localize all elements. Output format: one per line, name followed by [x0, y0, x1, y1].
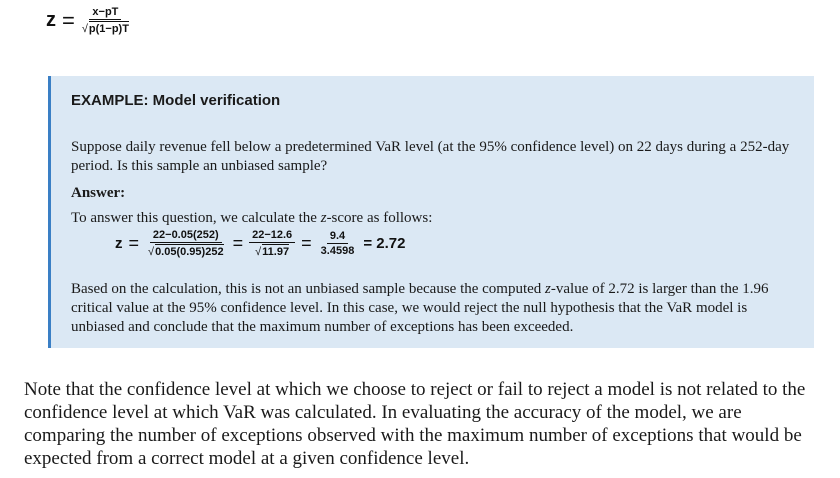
calculation-intro	[71, 209, 801, 228]
intro-text-before: To answer this question, we calculate the	[71, 210, 321, 226]
conclusion-text-before: Based on the calculation, this is not an unbiased sample because the computed	[71, 281, 546, 297]
formula-numerator: x−pT	[89, 6, 121, 20]
calc-result: = 2.72	[363, 235, 406, 253]
note-paragraph: Note that the confidence level at which we choose to reject or fail to reject a model is not related to the confidence level at which VaR was calculated. In evaluating the accuracy of the model, we are comparing the number of exceptions observed with the maximum number of exceptions that would be expected from a correct model at a given confidence level.	[24, 379, 806, 469]
conclusion-text-after: -value of 2.72 is larger than the 1.96 critical value at the 95% confidence level. In this case, we would reject the null hypothesis that the VaR model is unbiased and conclude that the maximum number of exceptions has been exceeded.	[71, 281, 769, 335]
radical-sign-2: √	[255, 246, 262, 259]
radical-sign: √	[81, 23, 88, 36]
radicand-2: 11.97	[262, 246, 290, 259]
example-title: EXAMPLE: Model verification	[71, 92, 281, 109]
fraction-3-numerator: 9.4	[327, 230, 348, 244]
example-question: Suppose daily revenue fell below a predetermined VaR level (at the 95% confidence level) on 22 days during a 252-day period. Is this sample an unbiased sample?	[71, 139, 790, 174]
calc-equals-2: =	[232, 233, 244, 254]
radicand-1: 0.05(0.95)252	[155, 246, 224, 259]
intro-z-italic: z	[320, 210, 327, 226]
fraction-1-numerator: 22−0.05(252)	[150, 229, 222, 243]
equals-sign: =	[62, 7, 75, 33]
formula-fraction	[79, 6, 132, 35]
calc-equals-3: =	[301, 233, 312, 254]
square-root-2	[255, 244, 289, 258]
calc-fraction-3	[318, 230, 358, 257]
fraction-2-denominator	[252, 243, 292, 258]
fraction-1-denominator	[145, 243, 227, 258]
answer-label: Answer:	[71, 185, 126, 201]
fraction-3-denominator: 3.4598	[320, 245, 355, 258]
formula-denominator	[79, 20, 132, 35]
radicand: p(1−p)T	[88, 23, 129, 36]
calc-fraction-1	[145, 229, 227, 258]
square-root-1	[148, 244, 224, 258]
calc-equals-1: =	[128, 233, 140, 254]
z-score-calculation	[115, 229, 405, 258]
z-symbol: z	[46, 9, 56, 32]
radical-sign-1: √	[148, 246, 155, 259]
fraction-2-numerator: 22−12.6	[249, 229, 295, 243]
conclusion-z-italic: z	[545, 281, 551, 297]
example-box	[48, 76, 814, 348]
calc-z-symbol: z	[115, 235, 123, 253]
calc-fraction-2	[249, 229, 295, 258]
intro-text-after: -score as follows:	[326, 210, 433, 226]
z-score-formula	[46, 6, 132, 35]
square-root	[82, 21, 129, 35]
example-conclusion	[71, 280, 801, 337]
